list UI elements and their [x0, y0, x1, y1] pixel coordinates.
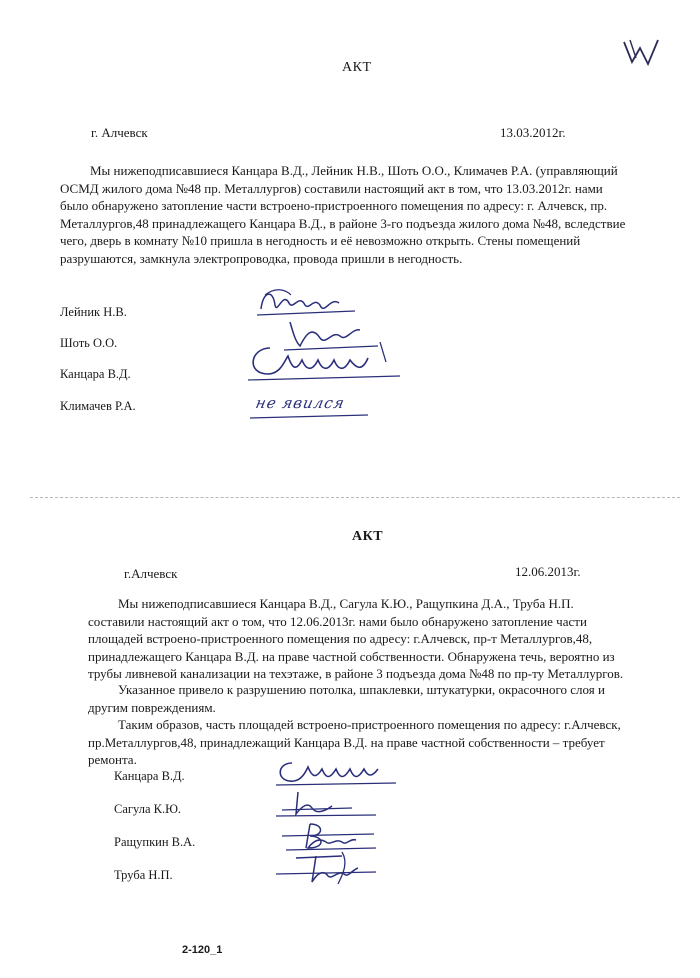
- doc1-handwritten-note: [256, 394, 345, 412]
- doc2-body-line: Мы нижеподписавшиеся Канцара В.Д., Сагула К.Ю., Ращупкина Д.А., Труба Н.П.: [118, 596, 574, 611]
- doc1-body-line: разрушаются, замкнула электропроводка, провода пришли в негодность.: [60, 250, 463, 266]
- doc1-date: 13.03.2012г.: [500, 125, 566, 140]
- doc2-body-paragraph-1: [88, 595, 665, 683]
- doc1-body-line: чего, дверь в комнату №10 пришла в негодность и её невозможно открыть. Стены помещений: [60, 233, 581, 248]
- doc2-signatory-name: Сагула К.Ю.: [114, 802, 182, 816]
- doc1-signatory-name: Лейник Н.В.: [60, 305, 127, 319]
- doc1-handwritten-note-text: не явился: [254, 394, 347, 412]
- doc1-signatory-name: Канцара В.Д.: [60, 367, 131, 381]
- doc2-body-line: ремонта.: [88, 752, 137, 767]
- doc1-body-paragraph: [60, 162, 654, 267]
- doc1-body-line: Мы нижеподписавшиеся Канцара В.Д., Лейник Н.В., Шоть О.О., Климачев Р.А. (управляющий: [90, 163, 618, 178]
- doc1-body-line: Металлургов,48 принадлежащего Канцара В.Д., в районе 3-го подъезда жилого дома №48, вследствие: [60, 215, 626, 231]
- doc2-signatory-name: Канцара В.Д.: [114, 769, 185, 783]
- doc2-body-line: другим повреждениям.: [88, 699, 216, 715]
- doc2-body-line: составили настоящий акт о том, что 12.06.2013г. нами было обнаружено затопление части: [88, 613, 587, 629]
- doc1-body-line: ОСМД жилого дома №48 пр. Металлургов) составили настоящий акт в том, что 13.03.2012г. нами: [60, 180, 603, 196]
- doc1-city: г. Алчевск: [91, 125, 148, 140]
- doc1-body-line: было обнаружено затопление части встроено-пристроенного помещения по адресу: г. Алчевск, пр.: [60, 198, 608, 213]
- doc2-city: г.Алчевск: [124, 566, 178, 581]
- doc2-title: АКТ: [352, 529, 384, 544]
- doc1-signature-kantsara: [240, 338, 410, 389]
- doc2-signatory-name: Ращупкин В.А.: [114, 835, 196, 849]
- corner-handwritten-mark: [622, 38, 662, 73]
- doc2-body-line: Таким образов, часть площадей встроено-пристроенного помещения по адресу: г.Алчевск,: [118, 717, 621, 732]
- doc2-signature-truba: [272, 848, 382, 893]
- doc1-title: АКТ: [342, 60, 372, 75]
- doc2-body-line: площадей встроено-пристроенного помещения по адресу: г.Алчевск, пр-т Металлургов,48,: [88, 631, 593, 646]
- footer-document-code: 2-120_1: [182, 944, 223, 956]
- doc2-signatory-name: Труба Н.П.: [114, 868, 173, 882]
- doc2-body-line: Указанное привело к разрушению потолка, шпаклевки, штукатурки, окрасочного слоя и: [118, 682, 605, 697]
- doc2-body-line: трубы ливневой канализации на техэтаже, в районе 3 подъезда дома №48 по пр-ту Металлургов.: [88, 666, 624, 681]
- doc2-date: 12.06.2013г.: [515, 564, 581, 579]
- doc1-signatory-name: Шоть О.О.: [60, 336, 118, 350]
- doc2-body-line: принадлежащего Канцара В.Д. на праве частной собственности. Обнаружена течь, вероятно из: [88, 648, 615, 664]
- doc2-body-line: пр.Металлургов,48, принадлежащий Канцара В.Д. на праве частной собственности – требует: [88, 734, 605, 750]
- doc2-body-paragraph-2: [88, 681, 665, 716]
- doc1-signatory-name: Климачев Р.А.: [60, 399, 136, 413]
- page-divider: [30, 497, 680, 498]
